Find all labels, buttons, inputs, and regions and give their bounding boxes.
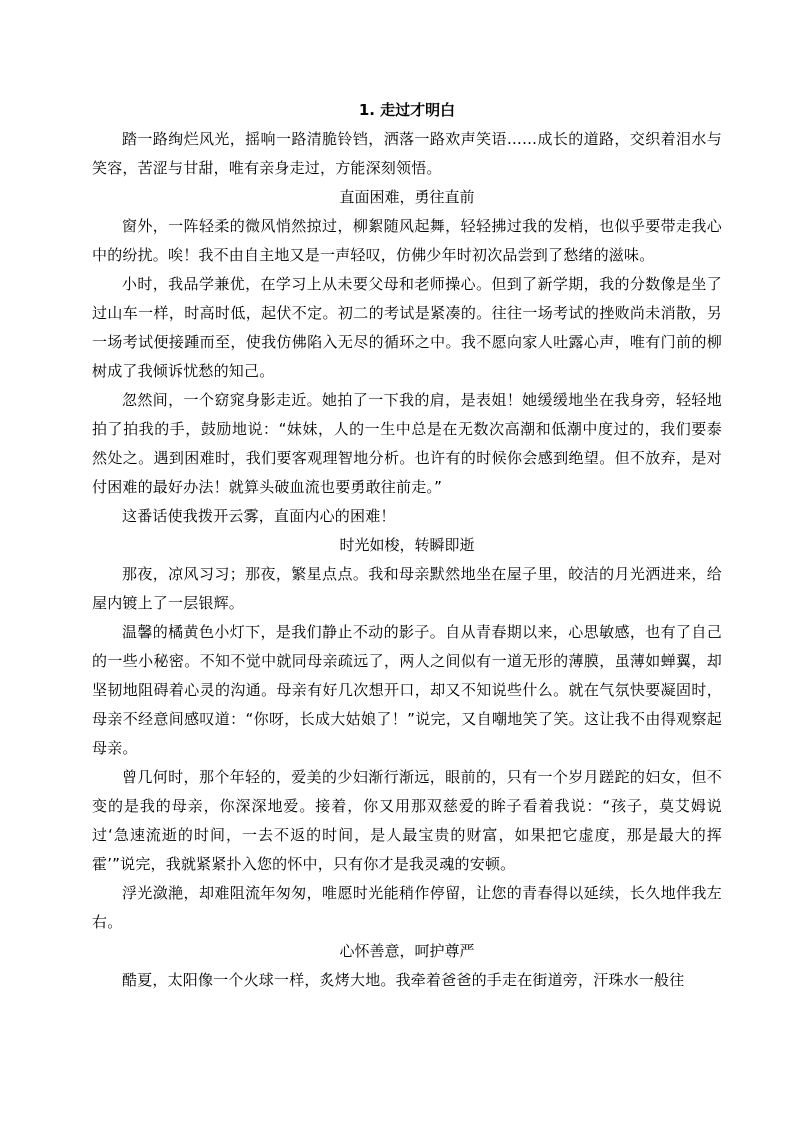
paragraph: 忽然间，一个窈窕身影走近。她拍了一下我的肩，是表姐！她缓缓地坐在我身旁，轻轻地拍了拍我的手，鼓励地说：“妹妹，人的一生中总是在无数次高潮和低潮中度过的，我们要泰然处之。遇到困难时，我们要客观理智地分析。也许有的时候你会感到绝望。但不放弃，是对付困难的最好办法！就算头破血流也要勇敢往前走。” (92, 391, 722, 496)
paragraph: 这番话使我拨开云雾，直面内心的困难！ (122, 507, 396, 525)
paragraph: 小时，我品学兼优，在学习上从未要父母和老师操心。但到了新学期，我的分数像是坐了过山车一样，时高时低，起伏不定。初二的考试是紧凑的。往往一场考试的挫败尚未消散，另一场考试便接踵而至，使我仿佛陷入无尽的循环之中。我不愿向家人吐露心声，唯有门前的柳树成了我倾诉忧愁的知己。 (92, 275, 722, 380)
paragraph: 那夜，凉风习习；那夜，繁星点点。我和母亲默然地坐在屋子里，皎洁的月光洒进来，给屋内镀上了一层银辉。 (92, 565, 722, 612)
paragraph: 酷夏，太阳像一个火球一样，炙烤大地。我牵着爸爸的手走在街道旁，汗珠水一般往 (122, 971, 685, 989)
section-heading: 时光如梭，转瞬即逝 (339, 536, 475, 554)
paragraph: 温馨的橘黄色小灯下，是我们静止不动的影子。自从青春期以来，心思敏感，也有了自己的一些小秘密。不知不觉中就同母亲疏远了，两人之间似有一道无形的薄膜，虽薄如蝉翼，却坚韧地阻碍着心灵的沟通。母亲有好几次想开口，却又不知说些什么。就在气氛快要凝固时，母亲不经意间感叹道：“你呀，长成大姑娘了！”说完，又自嘲地笑了笑。这让我不由得观察起母亲。 (92, 623, 722, 757)
paragraph: 曾几何时，那个年轻的，爱美的少妇渐行渐远，眼前的，只有一个岁月蹉跎的妇女，但不变的是我的母亲，你深深地爱。接着，你又用那双慈爱的眸子看着我说：“孩子，莫艾姆说过‘急速流逝的时间，一去不返的时间，是人最宝贵的财富，如果把它虚度，那是最大的挥霍’”说完，我就紧紧扑入您的怀中，只有你才是我灵魂的安顿。 (92, 768, 722, 873)
section-3 (92, 937, 722, 995)
paragraph: 浮光潋滟，却难阻流年匆匆，唯愿时光能稍作停留，让您的青春得以延续，长久地伴我左右。 (92, 884, 722, 931)
essay-body (92, 96, 722, 995)
section-heading: 心怀善意，呵护尊严 (339, 942, 475, 960)
essay-title: 1. 走过才明白 (358, 101, 456, 119)
section-heading: 直面困难，勇往直前 (339, 188, 475, 206)
intro-paragraph: 踏一路绚烂风光，摇响一路清脆铃铛，洒落一路欢声笑语……成长的道路，交织着泪水与笑容，苦涩与甘甜，唯有亲身走过，方能深刻领悟。 (92, 130, 722, 177)
section-2 (92, 531, 722, 937)
paragraph: 窗外，一阵轻柔的微风悄然掠过，柳絮随风起舞，轻轻拂过我的发梢，也似乎要带走我心中的纷扰。唉！我不由自主地又是一声轻叹，仿佛少年时初次品尝到了愁绪的滋味。 (92, 217, 722, 264)
section-1 (92, 183, 722, 531)
